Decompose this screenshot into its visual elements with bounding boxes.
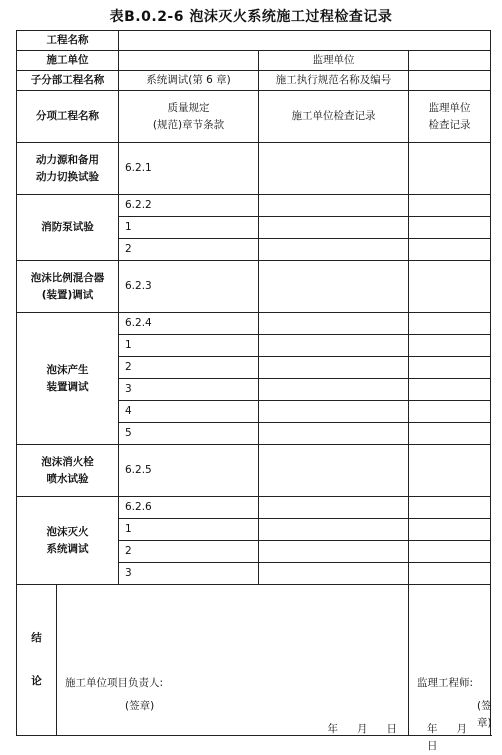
item-name: 泡沫灭火 系统调试: [17, 497, 119, 585]
supervision-check-cell[interactable]: [409, 519, 491, 541]
item-name: 泡沫产生 装置调试: [17, 313, 119, 445]
document-title: 表B.0.2-6 泡沫灭火系统施工过程检查记录: [109, 9, 393, 25]
construction-check-cell[interactable]: [259, 519, 409, 541]
construction-check-cell[interactable]: [259, 143, 409, 195]
clause-code: 5: [119, 423, 259, 445]
clause-code: 1: [119, 335, 259, 357]
conclusion-label-bottom: 论: [31, 675, 42, 687]
clause-code: 6.2.1: [119, 143, 259, 195]
clause-code: 3: [119, 563, 259, 585]
item-name: 消防泵试验: [17, 195, 119, 261]
subdivision-value: 系统调试(第 6 章): [119, 71, 259, 91]
right-signature-date: [409, 721, 480, 755]
clause-code: 6.2.2: [119, 195, 259, 217]
column-header-item: 分项工程名称: [17, 91, 119, 143]
right-signature-stamp: (签章): [477, 700, 492, 729]
item-name: 泡沫消火栓 喷水试验: [17, 445, 119, 497]
right-signature-block[interactable]: [409, 585, 492, 752]
supervision-check-cell[interactable]: [409, 357, 491, 379]
construction-check-cell[interactable]: [259, 335, 409, 357]
table-row: [17, 497, 491, 519]
project-name-label: 工程名称: [17, 31, 119, 51]
left-date-year: 年: [327, 723, 339, 735]
table-row: [17, 445, 491, 497]
clause-code: 1: [119, 519, 259, 541]
column-header-supervision-check: 监理单位 检查记录: [409, 91, 491, 143]
left-signature-stamp: (签章): [125, 700, 155, 712]
supervision-check-cell[interactable]: [409, 239, 491, 261]
clause-code: 6.2.5: [119, 445, 259, 497]
subdivision-label: 子分部工程名称: [17, 71, 119, 91]
supervision-check-cell[interactable]: [409, 379, 491, 401]
table-row: [17, 143, 491, 195]
construction-unit-value[interactable]: [119, 51, 259, 71]
subdivision-row: [17, 71, 491, 91]
right-date-month: 月: [456, 723, 468, 735]
supervision-check-cell[interactable]: [409, 563, 491, 585]
right-signature-person: 监理工程师:: [417, 677, 474, 689]
project-name-value[interactable]: [119, 31, 491, 51]
conclusion-label: [17, 585, 57, 736]
construction-check-cell[interactable]: [259, 563, 409, 585]
supervision-check-cell[interactable]: [409, 217, 491, 239]
item-name: 动力源和备用 动力切换试验: [17, 143, 119, 195]
clause-code: 2: [119, 357, 259, 379]
supervision-check-cell[interactable]: [409, 401, 491, 423]
right-date-year: 年: [427, 723, 439, 735]
construction-check-cell[interactable]: [259, 401, 409, 423]
clause-code: 3: [119, 379, 259, 401]
left-date-day: 日: [386, 723, 398, 735]
conclusion-label-top: 结: [31, 632, 42, 645]
clause-code: 4: [119, 401, 259, 423]
conclusion-row: [17, 585, 491, 736]
clause-code: 2: [119, 541, 259, 563]
construction-check-cell[interactable]: [259, 541, 409, 563]
supervision-check-cell[interactable]: [409, 541, 491, 563]
item-name: 泡沫比例混合器 (装置)调试: [17, 261, 119, 313]
construction-unit-label: 施工单位: [17, 51, 119, 71]
right-date-day: 日: [427, 739, 439, 752]
construction-check-cell[interactable]: [259, 239, 409, 261]
inspection-record-table: [16, 30, 492, 752]
column-header-row: [17, 91, 491, 143]
table-row: [17, 313, 491, 335]
supervision-check-cell[interactable]: [409, 335, 491, 357]
supervision-unit-label: 监理单位: [259, 51, 409, 71]
left-signature-block[interactable]: [57, 585, 409, 736]
construction-check-cell[interactable]: [259, 357, 409, 379]
column-header-clause: 质量规定 (规范)章节条款: [119, 91, 259, 143]
supervision-unit-value[interactable]: [409, 51, 491, 71]
column-header-construction-check: 施工单位检查记录: [259, 91, 409, 143]
supervision-check-cell[interactable]: [409, 195, 491, 217]
table-row: [17, 195, 491, 217]
construction-unit-row: [17, 51, 491, 71]
supervision-check-cell[interactable]: [409, 261, 491, 313]
standard-value[interactable]: [409, 71, 491, 91]
clause-code: 6.2.6: [119, 497, 259, 519]
construction-check-cell[interactable]: [259, 445, 409, 497]
supervision-check-cell[interactable]: [409, 445, 491, 497]
supervision-check-cell[interactable]: [409, 423, 491, 445]
construction-check-cell[interactable]: [259, 195, 409, 217]
supervision-check-cell[interactable]: [409, 497, 491, 519]
project-name-row: [17, 31, 491, 51]
standard-label: 施工执行规范名称及编号: [259, 71, 409, 91]
table-row: [17, 261, 491, 313]
construction-check-cell[interactable]: [259, 217, 409, 239]
left-signature-person: 施工单位项目负责人:: [65, 677, 164, 689]
supervision-check-cell[interactable]: [409, 143, 491, 195]
clause-code: 6.2.3: [119, 261, 259, 313]
supervision-check-cell[interactable]: [409, 313, 491, 335]
clause-code: 1: [119, 217, 259, 239]
construction-check-cell[interactable]: [259, 313, 409, 335]
construction-check-cell[interactable]: [259, 261, 409, 313]
left-date-month: 月: [357, 723, 369, 735]
left-signature-date: [310, 721, 399, 738]
clause-code: 6.2.4: [119, 313, 259, 335]
construction-check-cell[interactable]: [259, 497, 409, 519]
construction-check-cell[interactable]: [259, 379, 409, 401]
construction-check-cell[interactable]: [259, 423, 409, 445]
clause-code: 2: [119, 239, 259, 261]
